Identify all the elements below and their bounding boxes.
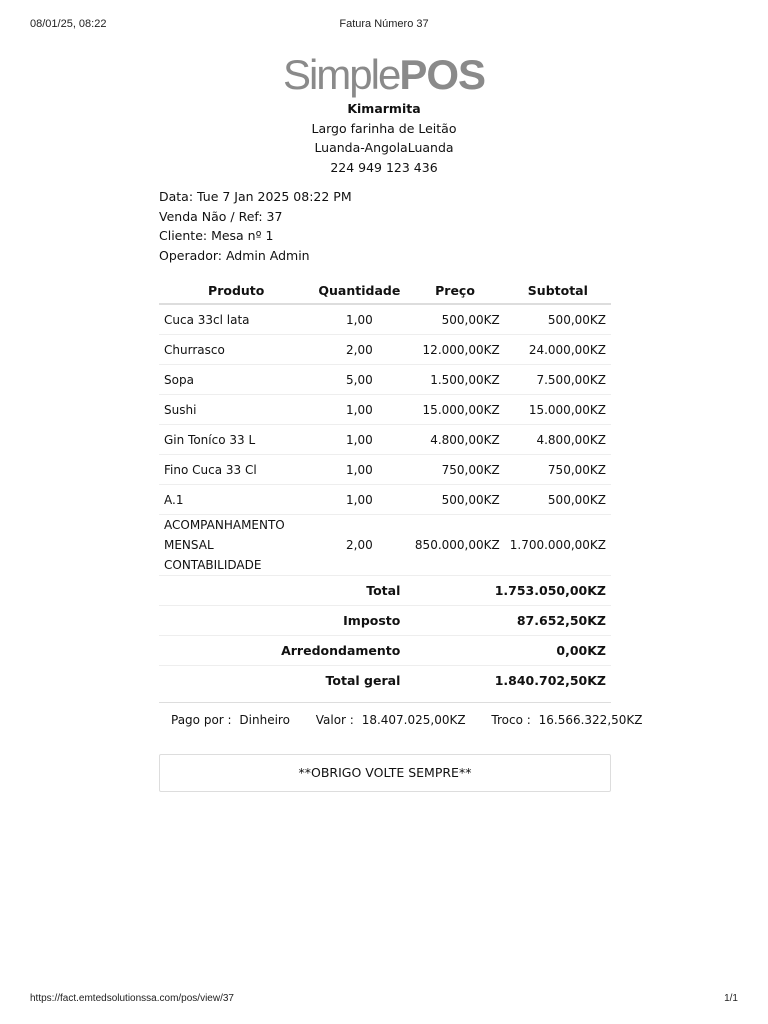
product-name: Sushi (159, 395, 313, 425)
product-price: 500,00KZ (405, 304, 504, 335)
table-row (159, 515, 611, 576)
product-qty: 5,00 (313, 365, 405, 395)
grand-total-label: Total geral (159, 666, 405, 696)
rounding-row (159, 636, 611, 666)
product-qty: 1,00 (313, 425, 405, 455)
payment-row (171, 713, 647, 727)
tax-label: Imposto (159, 606, 405, 636)
product-name: Cuca 33cl lata (159, 304, 313, 335)
product-subtotal: 1.700.000,00KZ (505, 515, 611, 576)
product-subtotal: 7.500,00KZ (505, 365, 611, 395)
product-name: A.1 (159, 485, 313, 515)
product-subtotal: 500,00KZ (505, 304, 611, 335)
tax-value: 87.652,50KZ (405, 606, 611, 636)
product-price: 15.000,00KZ (405, 395, 504, 425)
product-subtotal: 4.800,00KZ (505, 425, 611, 455)
header-preco: Preço (405, 278, 504, 304)
product-price: 1.500,00KZ (405, 365, 504, 395)
header-subtotal: Subtotal (505, 278, 611, 304)
items-table (159, 278, 611, 695)
rounding-value: 0,00KZ (405, 636, 611, 666)
product-qty: 1,00 (313, 455, 405, 485)
print-footer (30, 993, 738, 1009)
product-price: 4.800,00KZ (405, 425, 504, 455)
product-qty: 1,00 (313, 395, 405, 425)
invoice-ref: Venda Não / Ref: 37 (159, 208, 283, 224)
invoice-meta (159, 187, 352, 265)
table-header-row (159, 278, 611, 304)
product-qty: 1,00 (313, 485, 405, 515)
table-row (159, 335, 611, 365)
paid-by-value: Dinheiro (239, 713, 290, 727)
product-name: Gin Toníco 33 L (159, 425, 313, 455)
table-row (159, 304, 611, 335)
simplepos-logo: SimplePOS (282, 51, 486, 98)
print-date: 08/01/25, 08:22 (30, 18, 107, 30)
company-info (0, 99, 768, 177)
print-title: Fatura Número 37 (339, 18, 429, 30)
table-row (159, 455, 611, 485)
product-name-line: ACOMPANHAMENTO MENSAL (164, 518, 285, 552)
company-city: Luanda-AngolaLuanda (314, 140, 454, 155)
product-price: 750,00KZ (405, 455, 504, 485)
rounding-label: Arredondamento (159, 636, 405, 666)
product-subtotal: 24.000,00KZ (505, 335, 611, 365)
company-phone: 224 949 123 436 (330, 159, 438, 175)
total-value: 1.753.050,00KZ (405, 576, 611, 606)
product-subtotal: 15.000,00KZ (505, 395, 611, 425)
paid-by-label: Pago por : (171, 713, 232, 727)
print-url: https://fact.emtedsolutionssa.com/pos/view/37 (30, 993, 234, 1004)
amount-value: 18.407.025,00KZ (361, 713, 466, 727)
payment-info (159, 702, 643, 737)
total-row (159, 576, 611, 606)
grand-total-value: 1.840.702,50KZ (405, 666, 611, 696)
table-row (159, 365, 611, 395)
table-row (159, 395, 611, 425)
product-price: 500,00KZ (405, 485, 504, 515)
product-name-line: CONTABILIDADE (164, 558, 262, 572)
print-page-number: 1/1 (724, 993, 738, 1004)
product-subtotal: 500,00KZ (505, 485, 611, 515)
product-price: 12.000,00KZ (405, 335, 504, 365)
change-value: 16.566.322,50KZ (538, 713, 643, 727)
product-qty: 1,00 (313, 304, 405, 335)
invoice-operator: Operador: Admin Admin (159, 247, 310, 263)
product-qty: 2,00 (313, 515, 405, 576)
product-name: Fino Cuca 33 Cl (159, 455, 313, 485)
table-row (159, 425, 611, 455)
print-header (30, 18, 738, 34)
thank-you-message: **OBRIGO VOLTE SEMPRE** (159, 754, 611, 792)
product-subtotal: 750,00KZ (505, 455, 611, 485)
amount-label: Valor : (315, 713, 354, 727)
product-price: 850.000,00KZ (405, 515, 504, 576)
product-name: Sopa (159, 365, 313, 395)
change-label: Troco : (491, 713, 531, 727)
header-quantidade: Quantidade (313, 278, 405, 304)
product-qty: 2,00 (313, 335, 405, 365)
table-row (159, 485, 611, 515)
header-produto: Produto (159, 278, 313, 304)
total-label: Total (159, 576, 405, 606)
invoice-date: Data: Tue 7 Jan 2025 08:22 PM (159, 189, 352, 204)
tax-row (159, 606, 611, 636)
company-address: Largo farinha de Leitão (311, 120, 457, 136)
product-name: Churrasco (159, 335, 313, 365)
grand-total-row (159, 666, 611, 696)
invoice-client: Cliente: Mesa nº 1 (159, 228, 274, 243)
company-name: Kimarmita (347, 101, 421, 116)
product-name (159, 515, 313, 576)
